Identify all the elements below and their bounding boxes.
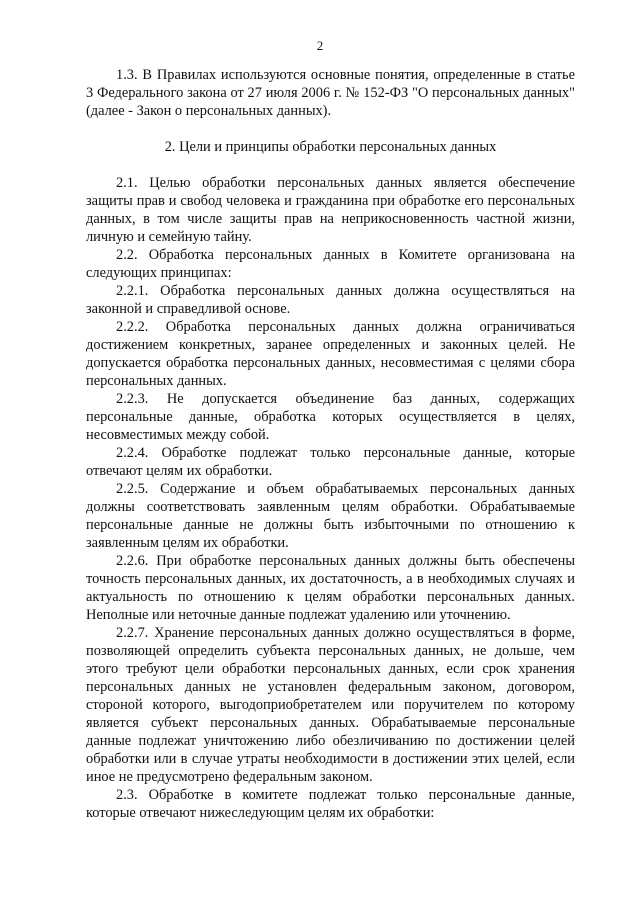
paragraph-2-1: 2.1. Целью обработки персональных данных является обеспечение защиты прав и свобод человека и гражданина при обработке его персональных данных, в том числе защиты прав на неприкосновенность частной жизни, личную и семейную тайну. [86, 175, 575, 245]
document-body [86, 66, 575, 822]
paragraph-2-2-3: 2.2.3. Не допускается объединение баз данных, содержащих персональные данные, обработка которых осуществляется в целях, несовместимых между собой. [86, 391, 575, 443]
paragraph-2-2-7: 2.2.7. Хранение персональных данных должно осуществляться в форме, позволяющей определить субъекта персональных данных, не дольше, чем этого требуют цели обработки персональных данных, если срок хранения персональных данных не установлен федеральным законом, договором, стороной которого, выгодоприобретателем или поручителем по которому является субъект персональных данных. Обрабатываемые персональные данные подлежат уничтожению либо обезличиванию по достижении целей обработки или в случае утраты необходимости в достижении этих целей, если иное не предусмотрено федеральным законом. [86, 625, 575, 785]
paragraph-2-3: 2.3. Обработке в комитете подлежат только персональные данные, которые отвечают нижеследующим целям их обработки: [86, 787, 575, 821]
paragraph-2-2-6: 2.2.6. При обработке персональных данных должны быть обеспечены точность персональных данных, их достаточность, а в необходимых случаях и актуальность по отношению к целям обработки персональных данных. Неполные или неточные данные подлежат удалению или уточнению. [86, 553, 575, 623]
paragraph-2-2-4: 2.2.4. Обработке подлежат только персональные данные, которые отвечают целям их обработки. [86, 445, 575, 479]
paragraph-2-2-5: 2.2.5. Содержание и объем обрабатываемых персональных данных должны соответствовать заявленным целям обработки. Обрабатываемые персональные данные не должны быть избыточными по отношению к заявленным целям их обработки. [86, 481, 575, 551]
section-heading-2: 2. Цели и принципы обработки персональных данных [164, 139, 497, 155]
paragraph-2-2-2: 2.2.2. Обработка персональных данных должна ограничиваться достижением конкретных, заранее определенных и законных целей. Не допускается обработка персональных данных, несовместимая с целями сбора персональных данных. [86, 319, 575, 389]
paragraph-1-3: 1.3. В Правилах используются основные понятия, определенные в статье 3 Федерального закона от 27 июля 2006 г. № 152-ФЗ "О персональных данных" (далее - Закон о персональных данных). [86, 67, 575, 119]
paragraph-2-2-1: 2.2.1. Обработка персональных данных должна осуществляться на законной и справедливой основе. [86, 283, 575, 317]
paragraph-2-2: 2.2. Обработка персональных данных в Комитете организована на следующих принципах: [86, 247, 575, 281]
page-number: 2 [316, 38, 324, 53]
